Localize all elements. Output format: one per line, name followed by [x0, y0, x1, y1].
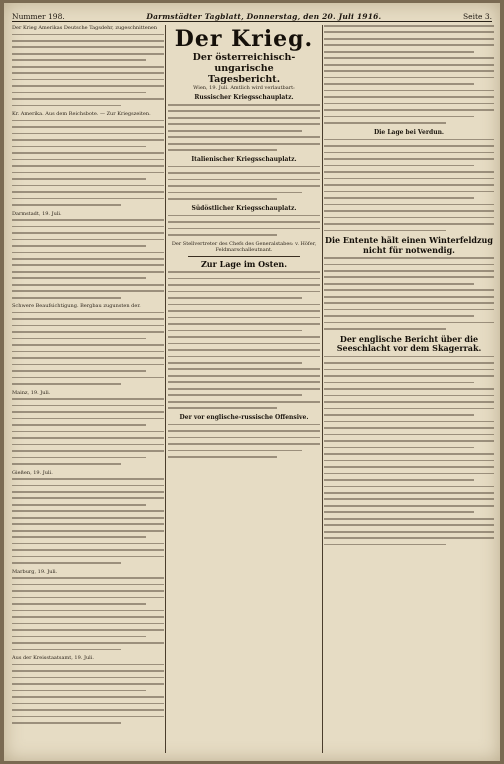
print-line	[324, 421, 494, 423]
masthead: Darmstädter Tagblatt, Donnerstag, den 20. Juli 1916.	[146, 12, 382, 21]
print-line	[12, 331, 164, 333]
print-line	[12, 629, 164, 631]
print-line	[12, 258, 164, 260]
print-line	[12, 690, 146, 692]
text-block	[12, 398, 164, 464]
print-line	[324, 414, 474, 416]
print-line	[12, 318, 164, 320]
print-line	[12, 523, 164, 525]
print-line	[12, 497, 164, 499]
text-block	[324, 356, 494, 546]
print-line	[324, 122, 446, 124]
print-line	[168, 104, 320, 106]
print-line	[12, 478, 164, 480]
print-line	[168, 343, 320, 345]
print-line	[12, 239, 164, 241]
print-line	[12, 284, 164, 286]
text-block	[168, 166, 320, 200]
print-line	[12, 536, 146, 538]
print-line	[12, 444, 164, 446]
print-line	[324, 270, 494, 272]
print-line	[324, 382, 474, 384]
column-rule	[165, 25, 166, 753]
column-left	[12, 25, 164, 753]
article-fragment: Kr. Amerika. Aus dem Reichsbote. — Zur Kriegszeiten.	[12, 111, 151, 118]
text-block	[168, 104, 320, 151]
print-line	[168, 172, 320, 174]
print-line	[324, 511, 474, 513]
print-line	[168, 368, 320, 370]
newspaper-page	[4, 3, 500, 761]
print-line	[12, 204, 121, 206]
print-line	[12, 53, 164, 55]
print-line	[168, 271, 320, 273]
text-block	[168, 215, 320, 236]
print-line	[324, 309, 494, 311]
print-line	[12, 85, 164, 87]
print-line	[12, 556, 164, 558]
print-line	[324, 197, 474, 199]
print-line	[324, 83, 474, 85]
print-line	[12, 543, 164, 545]
print-line	[324, 191, 494, 193]
print-line	[168, 450, 302, 452]
print-line	[12, 133, 164, 135]
print-line	[12, 703, 164, 705]
print-line	[12, 126, 164, 128]
print-line	[324, 315, 474, 317]
print-line	[324, 145, 494, 147]
print-line	[12, 377, 164, 379]
print-line	[324, 434, 494, 436]
print-line	[12, 344, 164, 346]
print-line	[168, 437, 320, 439]
print-line	[324, 90, 494, 92]
print-line	[168, 443, 320, 445]
print-line	[12, 185, 164, 187]
print-line	[324, 401, 494, 403]
print-line	[12, 325, 164, 327]
text-block	[12, 478, 164, 564]
print-line	[12, 59, 146, 61]
print-line	[324, 328, 446, 330]
print-line	[12, 683, 164, 685]
print-line	[324, 210, 494, 212]
print-line	[12, 696, 164, 698]
print-line	[12, 709, 164, 711]
print-line	[168, 110, 320, 112]
print-line	[12, 664, 164, 666]
print-line	[168, 123, 320, 125]
print-line	[324, 302, 494, 304]
print-line	[12, 98, 164, 100]
print-line	[12, 46, 164, 48]
print-line	[12, 577, 164, 579]
headline: Der Krieg.	[174, 26, 314, 52]
text-block	[324, 257, 494, 330]
print-line	[324, 460, 494, 462]
print-line	[324, 362, 494, 364]
print-line	[12, 351, 164, 353]
print-line	[324, 427, 494, 429]
print-line	[168, 349, 320, 351]
print-line	[12, 424, 146, 426]
print-line	[12, 271, 164, 273]
print-line	[12, 405, 164, 407]
print-line	[12, 72, 164, 74]
print-line	[12, 431, 164, 433]
print-line	[12, 219, 164, 221]
print-line	[168, 284, 320, 286]
print-line	[168, 362, 302, 364]
print-line	[168, 424, 320, 426]
column-center	[168, 25, 320, 753]
article-fragment: Darmstadt, 19. Juli.	[12, 210, 62, 217]
print-line	[324, 184, 494, 186]
print-line	[12, 191, 164, 193]
subheadline: Der österreichisch-ungarische	[192, 52, 296, 74]
print-line	[12, 92, 146, 94]
print-line	[168, 297, 302, 299]
print-line	[12, 616, 164, 618]
print-line	[12, 34, 164, 36]
section-heading: Italienischer Kriegsschauplatz.	[191, 155, 297, 163]
issue-number: Nummer 198.	[12, 12, 65, 21]
print-line	[12, 722, 121, 724]
print-line	[324, 388, 494, 390]
print-line	[12, 297, 121, 299]
print-line	[168, 136, 320, 138]
print-line	[324, 25, 494, 27]
print-line	[324, 44, 494, 46]
print-line	[12, 590, 164, 592]
print-line	[12, 338, 146, 340]
print-line	[12, 463, 121, 465]
print-line	[12, 491, 164, 493]
print-line	[168, 166, 320, 168]
print-line	[324, 408, 494, 410]
divider	[188, 256, 300, 257]
print-line	[168, 143, 320, 145]
print-line	[12, 677, 164, 679]
text-block	[12, 120, 164, 206]
print-line	[324, 479, 474, 481]
column-right	[324, 25, 494, 753]
print-line	[168, 330, 302, 332]
print-line	[324, 492, 494, 494]
print-line	[12, 139, 164, 141]
print-line	[12, 597, 164, 599]
text-block	[12, 664, 164, 724]
print-line	[12, 562, 121, 564]
print-line	[12, 172, 164, 174]
text-block	[168, 271, 320, 409]
print-line	[12, 226, 164, 228]
print-line	[324, 158, 494, 160]
print-line	[12, 178, 146, 180]
print-line	[168, 430, 320, 432]
print-line	[324, 276, 494, 278]
section-heading: Zur Lage im Osten.	[200, 258, 288, 269]
print-line	[168, 388, 320, 390]
article-fragment: Gießen, 19. Juli.	[12, 469, 53, 476]
print-line	[324, 64, 494, 66]
print-line	[168, 192, 302, 194]
column-rule	[322, 25, 323, 753]
print-line	[168, 317, 320, 319]
section-heading: Der englische Bericht über die Seeschlacht vor dem Skagerrak.	[336, 333, 482, 354]
text-block	[168, 424, 320, 458]
print-line	[12, 642, 164, 644]
print-line	[12, 165, 164, 167]
print-line	[168, 234, 277, 236]
page-number: Seite 3.	[463, 12, 492, 21]
print-line	[168, 198, 277, 200]
print-line	[324, 152, 494, 154]
print-line	[168, 117, 320, 119]
print-line	[12, 264, 164, 266]
print-line	[324, 447, 474, 449]
print-line	[12, 649, 121, 651]
print-line	[12, 670, 164, 672]
print-line	[12, 418, 164, 420]
print-line	[12, 277, 146, 279]
section-heading: Die Lage bei Verdun.	[373, 128, 445, 136]
print-line	[12, 364, 164, 366]
text-block	[324, 139, 494, 231]
print-line	[12, 357, 164, 359]
print-line	[324, 116, 474, 118]
print-line	[324, 537, 494, 539]
print-line	[324, 204, 494, 206]
print-line	[12, 245, 146, 247]
print-line	[12, 549, 164, 551]
print-line	[324, 531, 494, 533]
print-line	[324, 257, 494, 259]
print-line	[168, 375, 320, 377]
print-line	[324, 498, 494, 500]
print-line	[324, 103, 494, 105]
print-line	[324, 171, 494, 173]
print-line	[324, 70, 494, 72]
print-line	[12, 105, 121, 107]
print-line	[12, 146, 146, 148]
print-line	[168, 336, 320, 338]
print-line	[12, 383, 121, 385]
print-line	[168, 278, 320, 280]
print-line	[324, 264, 494, 266]
section-heading: Die Entente hält einen Winterfeldzug nicht für notwendig.	[325, 235, 493, 255]
text-block	[12, 219, 164, 298]
print-line	[324, 473, 494, 475]
print-line	[324, 296, 494, 298]
text-block	[12, 312, 164, 385]
print-line	[12, 517, 164, 519]
print-line	[324, 440, 494, 442]
print-line	[168, 323, 320, 325]
print-line	[168, 356, 320, 358]
print-line	[168, 381, 320, 383]
print-line	[12, 120, 164, 122]
text-block	[12, 577, 164, 650]
print-line	[168, 407, 277, 409]
print-line	[324, 165, 474, 167]
print-line	[168, 179, 320, 181]
print-line	[324, 466, 494, 468]
article-fragment: Mainz, 19. Juli.	[12, 389, 51, 396]
print-line	[324, 356, 494, 358]
article-fragment: Aus der Kreisstaatsamt, 19. Juli.	[12, 655, 94, 662]
print-line	[324, 322, 494, 324]
print-line	[324, 57, 494, 59]
print-line	[324, 96, 494, 98]
print-line	[12, 510, 164, 512]
print-line	[168, 304, 320, 306]
print-line	[324, 51, 474, 53]
print-line	[168, 149, 277, 151]
print-line	[324, 217, 494, 219]
print-line	[12, 79, 164, 81]
print-line	[12, 457, 146, 459]
print-line	[12, 290, 164, 292]
print-line	[12, 584, 164, 586]
print-line	[324, 518, 494, 520]
text-block	[324, 25, 494, 124]
text-block	[12, 34, 164, 107]
print-line	[324, 178, 494, 180]
print-line	[168, 185, 320, 187]
print-line	[12, 716, 164, 718]
section-heading: Südöstlicher Kriegsschauplatz.	[191, 204, 297, 212]
section-heading: Russischer Kriegsschauplatz.	[194, 94, 294, 101]
print-line	[12, 370, 146, 372]
print-line	[12, 504, 146, 506]
article-fragment: Der Krieg Amerikas Deutsche Tagsdehr, zugeschnittenen	[12, 25, 158, 31]
print-line	[12, 485, 164, 487]
print-line	[324, 139, 494, 141]
print-line	[12, 198, 164, 200]
print-line	[12, 252, 164, 254]
print-line	[12, 610, 164, 612]
print-line	[324, 223, 494, 225]
page-header	[12, 9, 492, 22]
print-line	[12, 530, 164, 532]
print-line	[12, 232, 164, 234]
print-line	[168, 130, 302, 132]
print-line	[324, 486, 494, 488]
print-line	[12, 152, 164, 154]
print-line	[168, 291, 320, 293]
print-line	[168, 456, 277, 458]
print-line	[324, 453, 494, 455]
article-fragment: Schwere Beaufsichtigung. Bergbau zugunsten der.	[12, 303, 141, 310]
dateline: Wien, 19. Juli. Amtlich wird verlautbart:	[193, 85, 295, 91]
print-line	[12, 603, 146, 605]
print-line	[324, 524, 494, 526]
print-line	[12, 636, 146, 638]
print-line	[12, 40, 164, 42]
print-line	[168, 394, 302, 396]
print-line	[12, 450, 164, 452]
print-line	[168, 401, 320, 403]
print-line	[324, 283, 474, 285]
subheadline: Tagesbericht.	[207, 74, 281, 85]
print-line	[12, 66, 164, 68]
print-line	[324, 230, 446, 232]
section-heading: Der vor englische-russische Offensive.	[179, 413, 309, 421]
print-line	[12, 411, 164, 413]
print-line	[12, 623, 164, 625]
print-line	[324, 505, 494, 507]
print-line	[324, 77, 494, 79]
print-line	[12, 437, 164, 439]
print-line	[168, 228, 320, 230]
print-line	[12, 159, 164, 161]
print-line	[324, 369, 494, 371]
signature: Der Stellvertreter des Chefs des Generalstabes: v. Höfer, Feldmarschalleutnant.	[171, 240, 317, 253]
print-line	[324, 109, 494, 111]
print-line	[324, 31, 494, 33]
print-line	[168, 221, 320, 223]
print-line	[168, 215, 320, 217]
print-line	[324, 289, 494, 291]
article-fragment: Marburg, 19. Juli.	[12, 568, 58, 575]
print-line	[324, 395, 494, 397]
print-line	[12, 398, 164, 400]
print-line	[324, 38, 494, 40]
print-line	[168, 310, 320, 312]
print-line	[324, 375, 494, 377]
print-line	[12, 312, 164, 314]
print-line	[324, 544, 446, 546]
